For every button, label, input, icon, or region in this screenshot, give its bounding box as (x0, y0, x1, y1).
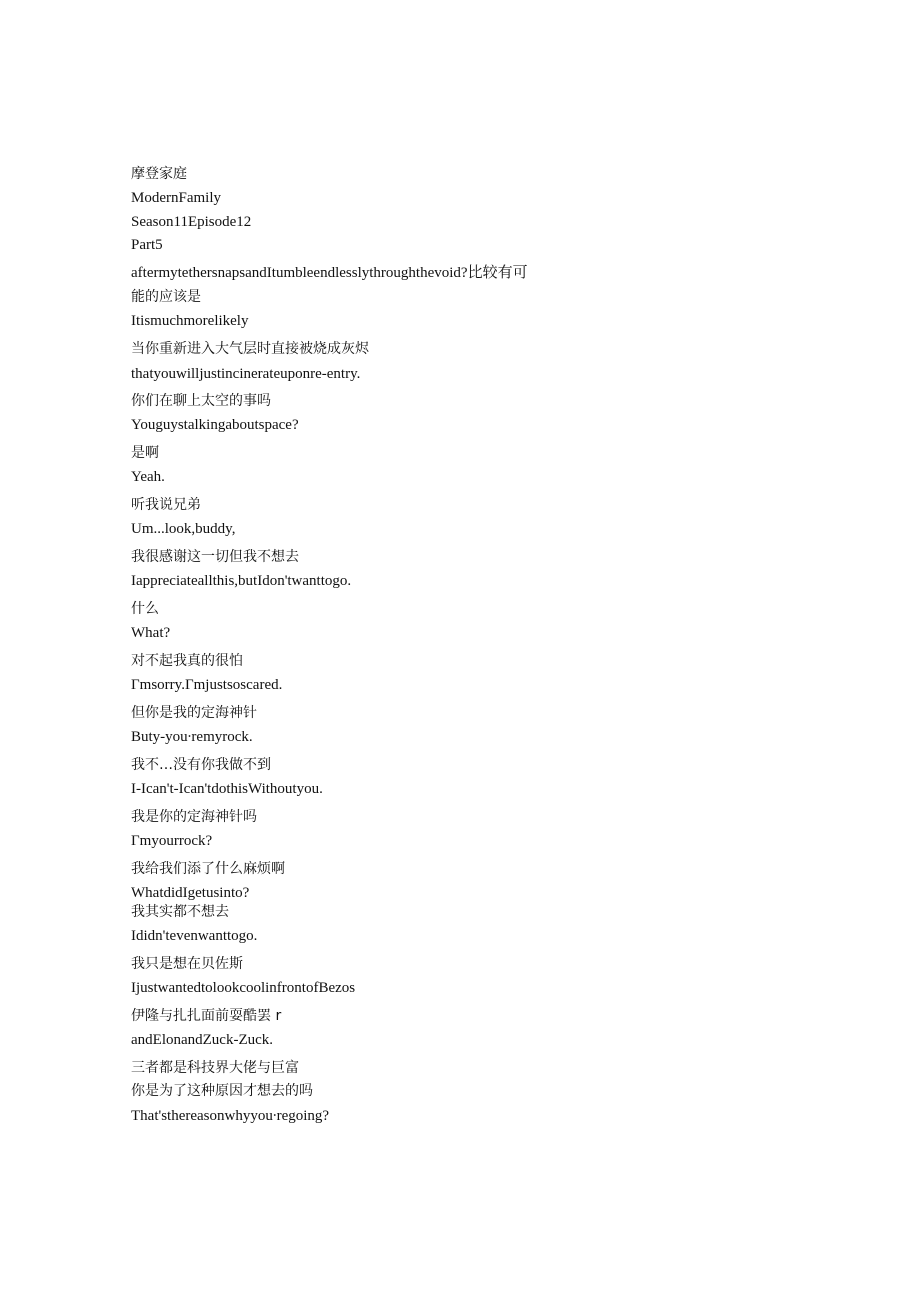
document-title-zh: 摩登家庭 (131, 166, 187, 182)
transcript-line: Buty-you∙remyrock. (131, 729, 253, 745)
transcript-line: IjustwantedtolookcoolinfrontofBezos (131, 980, 356, 996)
transcript-line: Γmsorry.Γmjustsoscared. (131, 677, 283, 693)
transcript-line: 对不起我真的很怕 (131, 653, 243, 669)
transcript-line: 我只是想在贝佐斯 (131, 956, 243, 972)
transcript-line: aftermytethersnapsandItumbleendlesslythroughthevoid?比较有可 (131, 265, 528, 281)
transcript-line: 我其实都不想去 (131, 904, 229, 920)
transcript-line: WhatdidIgetusinto? (131, 885, 250, 901)
transcript-line: 我很感谢这一切但我不想去 (131, 549, 299, 565)
transcript-line: 伊隆与扎扎面前耍酷罢 r (131, 1008, 282, 1024)
transcript-line: 是啊 (131, 445, 159, 461)
transcript-line: Itismuchmorelikely (131, 313, 249, 329)
transcript-line: 我不…没有你我做不到 (131, 757, 271, 773)
part-label: Part5 (131, 237, 163, 253)
transcript-line: That'sthereasonwhyyou∙regoing? (131, 1108, 330, 1124)
transcript-line: Yeah. (131, 469, 165, 485)
transcript-line: I-Ican't-Ican'tdothisWithoutyou. (131, 781, 323, 797)
transcript-line: 听我说兄弟 (131, 497, 201, 513)
transcript-line: What? (131, 625, 171, 641)
transcript-line: 我是你的定海神针吗 (131, 809, 257, 825)
transcript-line: 什么 (131, 601, 159, 617)
transcript-line: Ididn'tevenwanttogo. (131, 928, 258, 944)
transcript-line: Iappreciateallthis,butIdon'twanttogo. (131, 573, 352, 589)
transcript-line: 当你重新进入大气层时直接被烧成灰烬 (131, 341, 369, 357)
transcript-line: 你们在聊上太空的事吗 (131, 393, 271, 409)
transcript-line: andElonandZuck-Zuck. (131, 1032, 274, 1048)
transcript-line: thatyouwilljustincinerateuponre-entry. (131, 366, 361, 382)
transcript-line: Γmyourrock? (131, 833, 213, 849)
transcript-line: 我给我们添了什么麻烦啊 (131, 861, 285, 877)
transcript-line: Youguystalkingaboutspace? (131, 417, 299, 433)
episode-label: Season11Episode12 (131, 214, 252, 230)
transcript-line: 但你是我的定海神针 (131, 705, 257, 721)
document-title-en: ModernFamily (131, 190, 221, 206)
transcript-line: 你是为了这种原因才想去的吗 (131, 1083, 313, 1099)
transcript-line: 三者都是科技界大佬与巨富 (131, 1060, 299, 1076)
transcript-line: 能的应该是 (131, 289, 201, 305)
transcript-line: Um...look,buddy, (131, 521, 236, 537)
